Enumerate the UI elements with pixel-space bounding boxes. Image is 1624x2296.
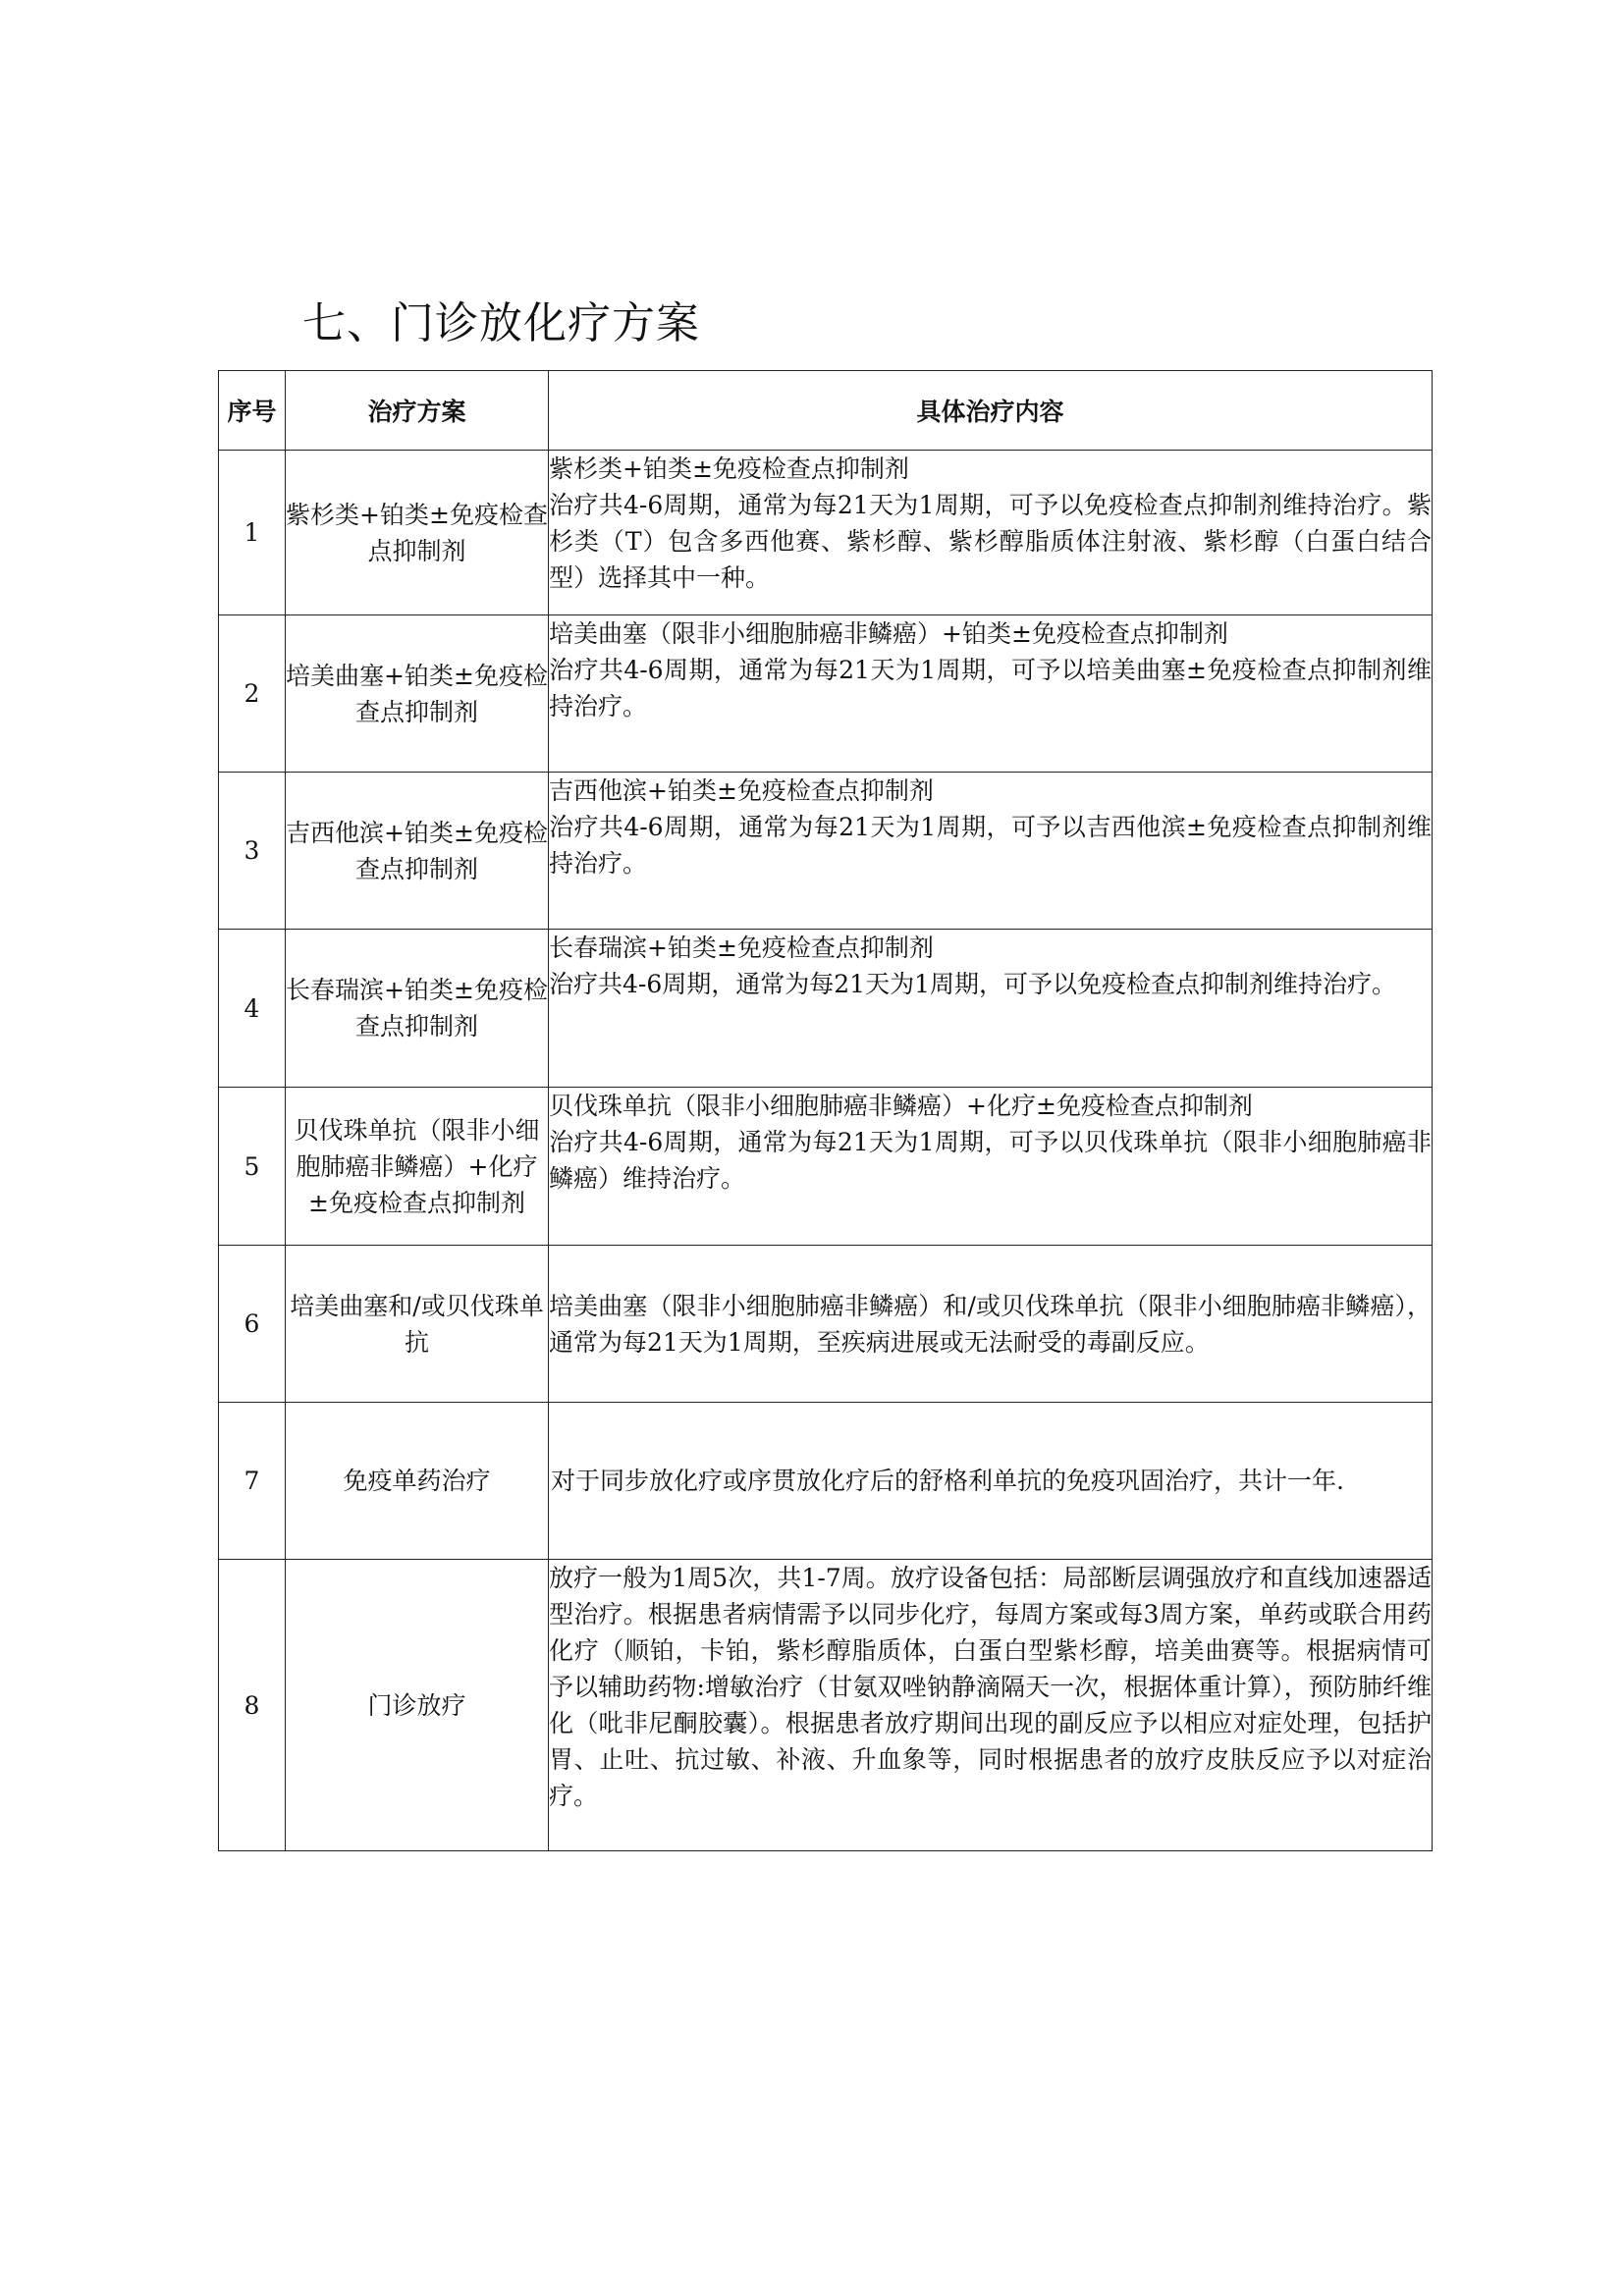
table-row: [219, 1088, 1433, 1246]
row-index: 4: [219, 930, 286, 1088]
row-detail-heading: 吉西他滨+铂类±免疫检查点抑制剂: [549, 776, 934, 805]
row-detail-text: 治疗共4-6周期，通常为每21天为1周期，可予以贝伐珠单抗（限非小细胞肺癌非鳞癌）维持治疗。: [549, 1128, 1432, 1193]
row-detail-heading: 培美曲塞（限非小细胞肺癌非鳞癌）+铂类±免疫检查点抑制剂: [549, 619, 1228, 648]
row-scheme: 吉西他滨+铂类±免疫检查点抑制剂: [286, 773, 549, 930]
row-detail: [549, 1246, 1433, 1403]
row-detail: [549, 1088, 1433, 1246]
table-header-row: [219, 371, 1433, 451]
row-detail-text: 治疗共4-6周期，通常为每21天为1周期，可予以培美曲塞±免疫检查点抑制剂维持治疗。: [549, 656, 1432, 721]
row-index: 7: [219, 1403, 286, 1560]
row-detail-text: 治疗共4-6周期，通常为每21天为1周期，可予以免疫检查点抑制剂维持治疗。紫杉类（T）包含多西他赛、紫杉醇、紫杉醇脂质体注射液、紫杉醇（白蛋白结合型）选择其中一种。: [549, 491, 1432, 592]
row-detail-text: 放疗一般为1周5次，共1-7周。放疗设备包括：局部断层调强放疗和直线加速器适型治疗。根据患者病情需予以同步化疗，每周方案或每3周方案，单药或联合用药化疗（顺铂，卡铂，紫杉醇脂质体，白蛋白型紫杉醇，培美曲赛等。根据病情可予以辅助药物:增敏治疗（甘氨双唑钠静滴隔天一次，根据体重计算），预防肺纤维化（吡非尼酮胶囊）。根据患者放疗期间出现的副反应予以相应对症处理，包括护胃、止吐、抗过敏、补液、升血象等，同时根据患者的放疗皮肤反应予以对症治疗。: [549, 1564, 1432, 1810]
row-scheme: 培美曲塞+铂类±免疫检查点抑制剂: [286, 615, 549, 773]
row-scheme: 门诊放疗: [286, 1560, 549, 1851]
treatment-plan-table: [218, 370, 1433, 1851]
row-detail-heading: 紫杉类+铂类±免疫检查点抑制剂: [549, 454, 909, 483]
row-index: 6: [219, 1246, 286, 1403]
table-row: [219, 615, 1433, 773]
row-scheme: 培美曲塞和/或贝伐珠单抗: [286, 1246, 549, 1403]
page-title: 七、门诊放化疗方案: [302, 298, 700, 348]
table-row: [219, 451, 1433, 615]
row-detail: [549, 930, 1433, 1088]
row-detail-text: 对于同步放化疗或序贯放化疗后的舒格利单抗的免疫巩固治疗，共计一年.: [551, 1467, 1344, 1495]
row-index: 5: [219, 1088, 286, 1246]
row-detail: [549, 1403, 1433, 1560]
row-scheme: 紫杉类+铂类±免疫检查点抑制剂: [286, 451, 549, 615]
table-row: [219, 1403, 1433, 1560]
table-row: [219, 773, 1433, 930]
header-index: 序号: [219, 371, 286, 451]
row-detail-text: 治疗共4-6周期，通常为每21天为1周期，可予以免疫检查点抑制剂维持治疗。: [549, 970, 1396, 998]
row-index: 3: [219, 773, 286, 930]
table-row: [219, 1246, 1433, 1403]
row-scheme: 贝伐珠单抗（限非小细胞肺癌非鳞癌）+化疗±免疫检查点抑制剂: [286, 1088, 549, 1246]
row-index: 1: [219, 451, 286, 615]
row-index: 8: [219, 1560, 286, 1851]
row-detail-text: 治疗共4-6周期，通常为每21天为1周期，可予以吉西他滨±免疫检查点抑制剂维持治疗。: [549, 813, 1432, 878]
row-detail-text: 培美曲塞（限非小细胞肺癌非鳞癌）和/或贝伐珠单抗（限非小细胞肺癌非鳞癌），通常为每21天为1周期，至疾病进展或无法耐受的毒副反应。: [549, 1291, 1432, 1357]
table-row: [219, 930, 1433, 1088]
row-detail: [549, 451, 1433, 615]
row-scheme: 长春瑞滨+铂类±免疫检查点抑制剂: [286, 930, 549, 1088]
row-detail-heading: 长春瑞滨+铂类±免疫检查点抑制剂: [549, 934, 934, 962]
row-detail: [549, 773, 1433, 930]
table-row: [219, 1560, 1433, 1851]
header-detail: 具体治疗内容: [549, 371, 1433, 451]
row-detail: [549, 1560, 1433, 1851]
row-scheme: 免疫单药治疗: [286, 1403, 549, 1560]
row-index: 2: [219, 615, 286, 773]
row-detail: [549, 615, 1433, 773]
header-scheme: 治疗方案: [286, 371, 549, 451]
row-detail-heading: 贝伐珠单抗（限非小细胞肺癌非鳞癌）+化疗±免疫检查点抑制剂: [549, 1092, 1253, 1120]
